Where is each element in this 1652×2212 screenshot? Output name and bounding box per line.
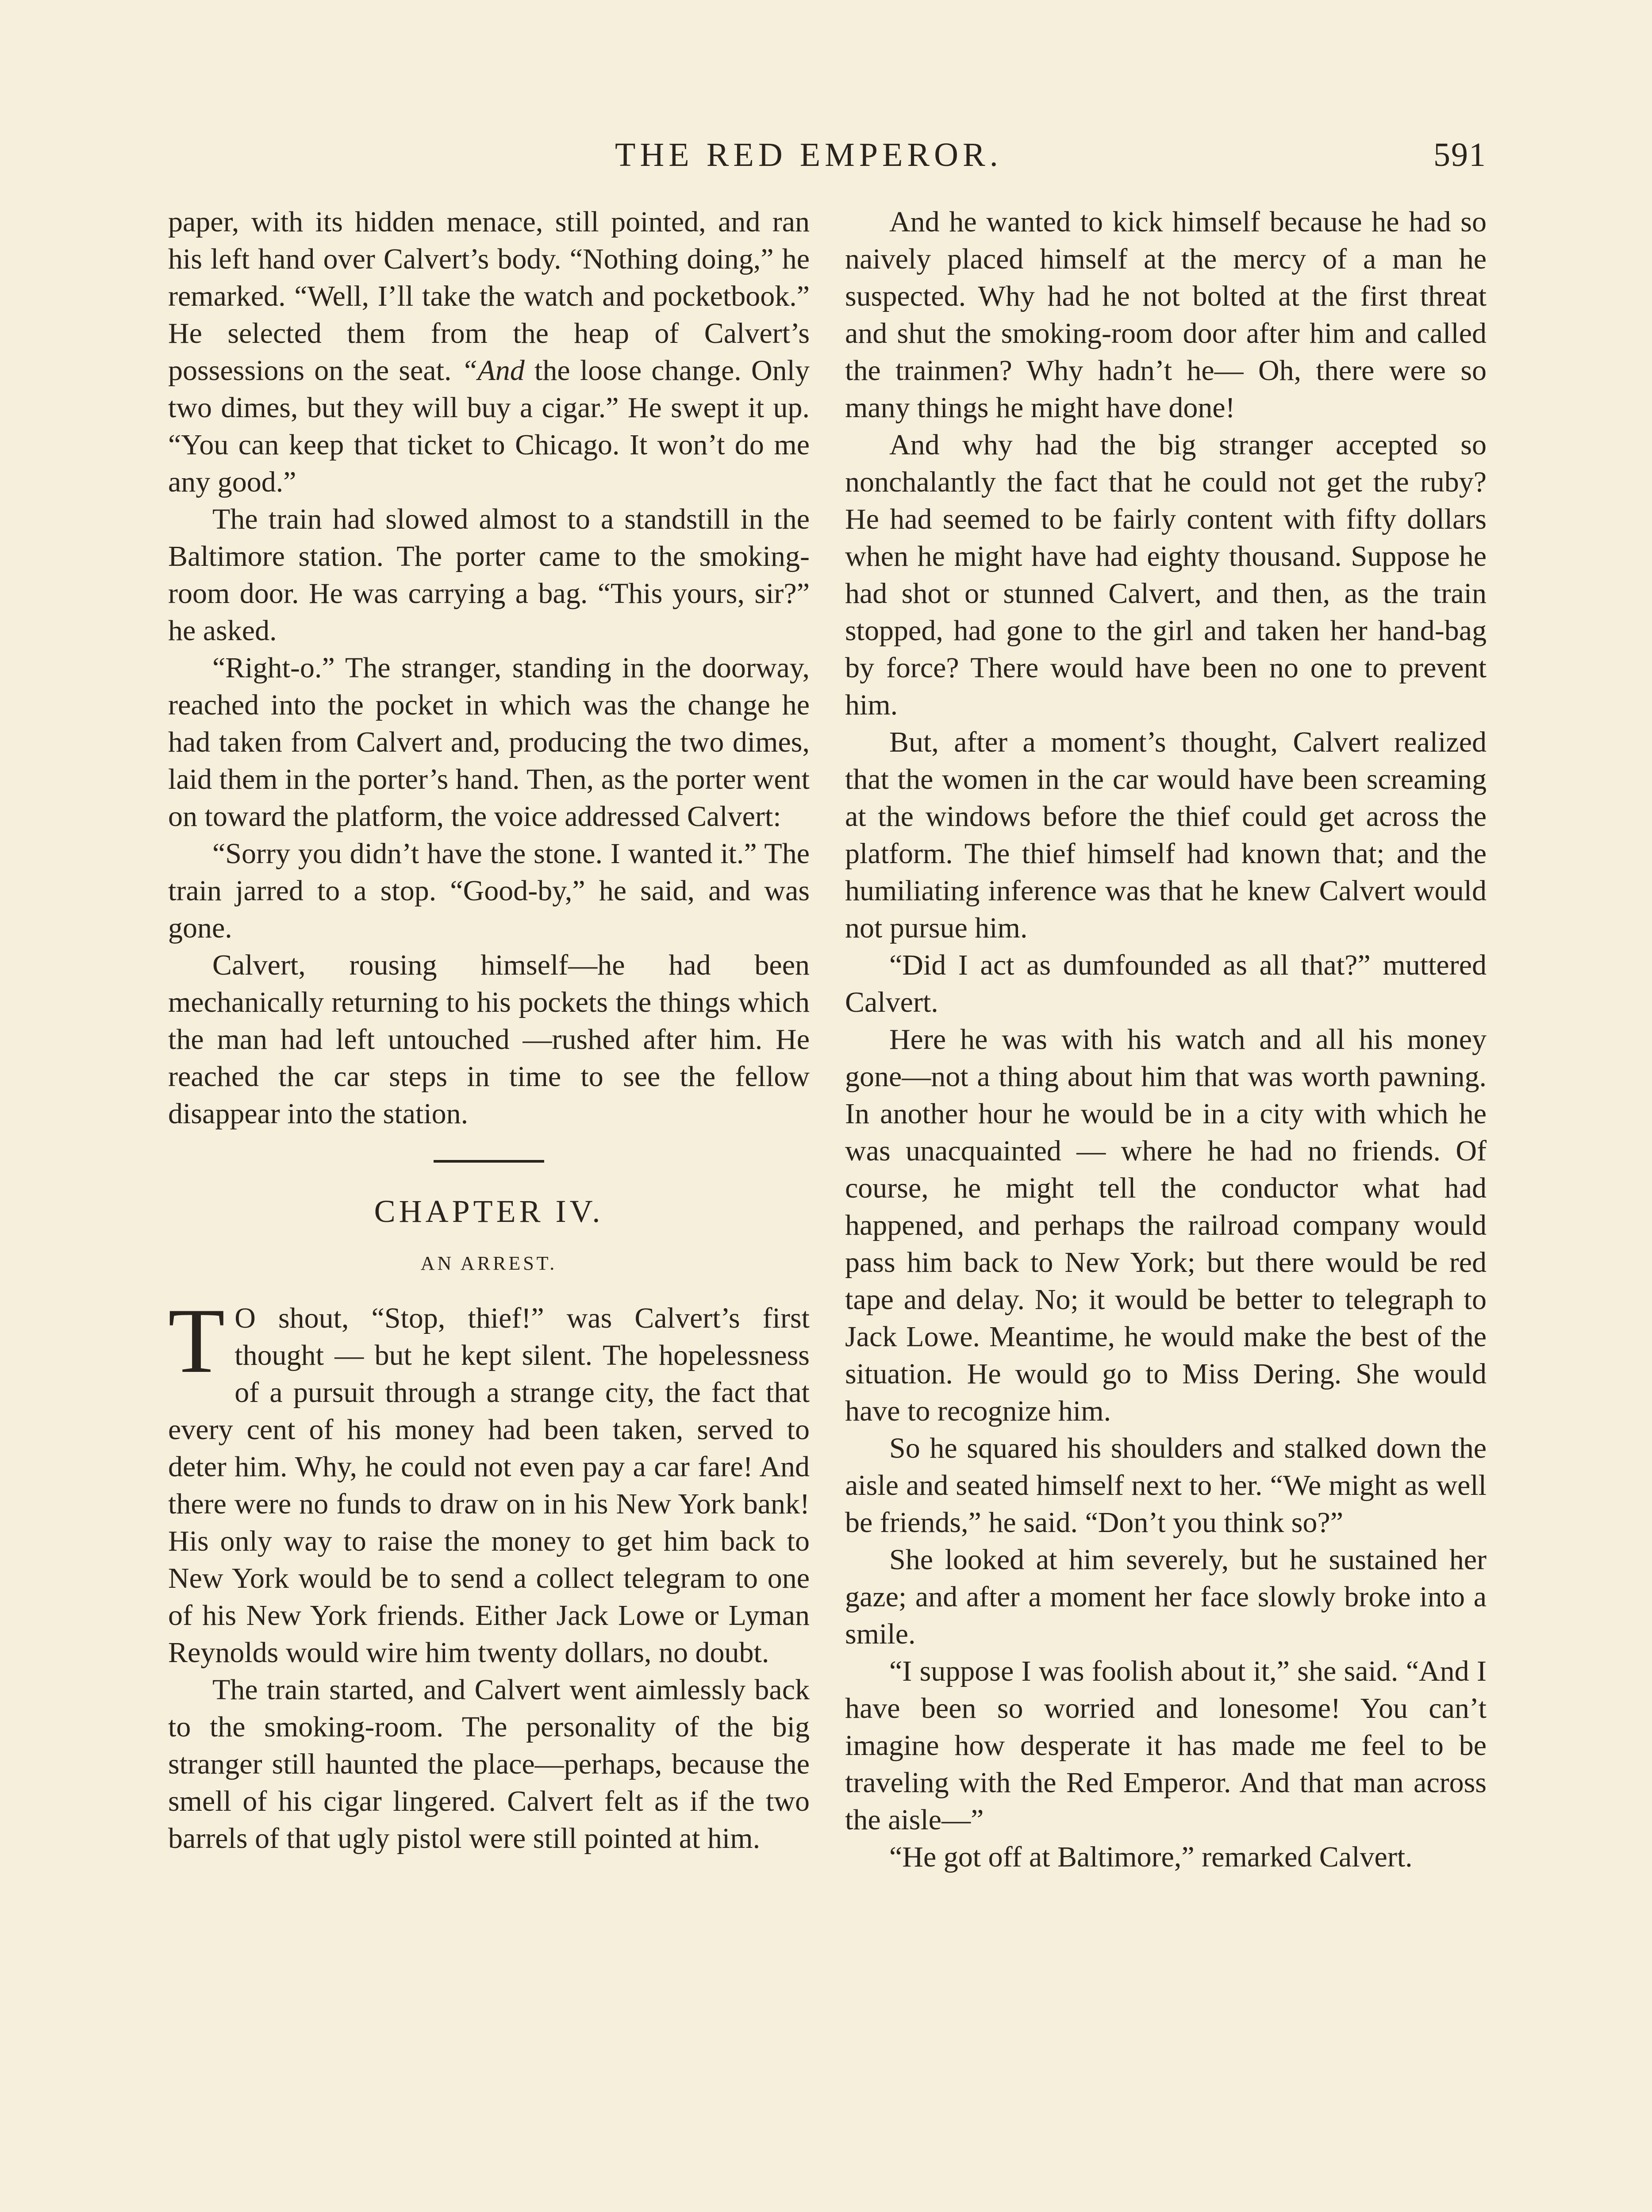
paragraph-text: O shout, “Stop, thief!” was Calvert’s first thought — but he kept silent. The hopelessness of a pursuit through a strange city, the fact that every cent of his money had been taken, served to deter him. Why, he could not even pay a car fare! And there were no funds to draw on in his New York bank! His only way to raise the money to get him back to New York would be to send a collect telegram to one of his New York friends. Either Jack Lowe or Lyman Reynolds would wire him twenty dollars, no doubt. xyxy=(168,1302,810,1669)
paragraph: But, after a moment’s thought, Calvert realized that the women in the car would have been screaming at the windows before the thief could get across the platform. The thief himself had known that; and the humiliating inference was that he knew Calvert would not pursue him. xyxy=(845,726,1487,944)
paragraph: “He got off at Baltimore,” remarked Calvert. xyxy=(889,1841,1413,1873)
paragraph: The train had slowed almost to a standstill in the Baltimore station. The porter came to the smoking-room door. He was carrying a bag. “This yours, sir?” he asked. xyxy=(168,503,810,647)
paragraph-text: the loose change. Only two dimes, but they will buy a cigar.” He swept it up. “You can keep that ticket to Chicago. It won’t do me any good.” xyxy=(168,354,810,498)
italic-text: “And xyxy=(461,354,525,387)
paragraph: “Sorry you didn’t have the stone. I wanted it.” The train jarred to a stop. “Good-by,” he said, and was gone. xyxy=(168,837,810,944)
paragraph xyxy=(168,1290,810,1671)
paragraph xyxy=(168,204,810,501)
drop-cap: T xyxy=(168,1290,225,1392)
section-divider xyxy=(434,1160,544,1163)
running-title: THE RED EMPEROR. xyxy=(615,136,1003,173)
paragraph: “Right-o.” The stranger, standing in the doorway, reached into the pocket in which was the change he had taken from Calvert and, producing the two dimes, laid them in the porter’s hand. Then, as the porter went on toward the platform, the voice addressed Calvert: xyxy=(168,652,810,833)
left-column xyxy=(168,204,810,1857)
paragraph: Calvert, rousing himself—he had been mechanically returning to his pockets the things which the man had left untouched —rushed after him. He reached the car steps in time to see the fellow disappear into the station. xyxy=(168,949,810,1130)
right-column xyxy=(845,204,1487,1876)
chapter-subtitle: AN ARREST. xyxy=(420,1252,557,1274)
paragraph: She looked at him severely, but he sustained her gaze; and after a moment her face slowly broke into a smile. xyxy=(845,1544,1487,1650)
chapter-title: CHAPTER IV. xyxy=(374,1194,604,1229)
paragraph: And why had the big stranger accepted so nonchalantly the fact that he could not get the ruby? He had seemed to be fairly content with fifty dollars when he might have had eighty thousand. Suppose he had shot or stunned Calvert, and then, as the train stopped, had gone to the girl and taken her hand-bag by force? There would have been no one to prevent him. xyxy=(845,429,1487,721)
paragraph: And he wanted to kick himself because he had so naively placed himself at the mercy of a man he suspected. Why had he not bolted at the first threat and shut the smoking-room door after him and called the trainmen? Why hadn’t he— Oh, there were so many things he might have done! xyxy=(845,206,1487,424)
paragraph-text: paper, with its hidden menace, still pointed, and ran his left hand over Calvert’s body. “Nothing doing,” he remarked. “Well, I’ll take the watch and pocketbook.” He selected them from the heap of Calvert’s possessions on the seat. xyxy=(168,206,810,387)
paragraph: So he squared his shoulders and stalked down the aisle and seated himself next to her. “We might as well be friends,” he said. “Don’t you think so?” xyxy=(845,1432,1487,1539)
paragraph: “Did I act as dumfounded as all that?” muttered Calvert. xyxy=(845,949,1487,1018)
paragraph: Here he was with his watch and all his money gone—not a thing about him that was worth pawning. In another hour he would be in a city with which he was unacquainted — where he had no friends. Of course, he might tell the conductor what had happened, and perhaps the railroad company would pass him back to New York; but there would be red tape and delay. No; it would be better to telegraph to Jack Lowe. Meantime, he would make the best of the situation. He would go to Miss Dering. She would have to recognize him. xyxy=(845,1023,1487,1427)
paragraph: “I suppose I was foolish about it,” she said. “And I have been so worried and lonesome! You can’t imagine how desperate it has made me feel to be traveling with the Red Emperor. And that man across the aisle—” xyxy=(845,1655,1487,1836)
page-number: 591 xyxy=(1433,136,1487,173)
paragraph: The train started, and Calvert went aimlessly back to the smoking-room. The personality of the big stranger still haunted the place—perhaps, because the smell of his cigar lingered. Calvert felt as if the two barrels of that ugly pistol were still pointed at him. xyxy=(168,1674,810,1855)
